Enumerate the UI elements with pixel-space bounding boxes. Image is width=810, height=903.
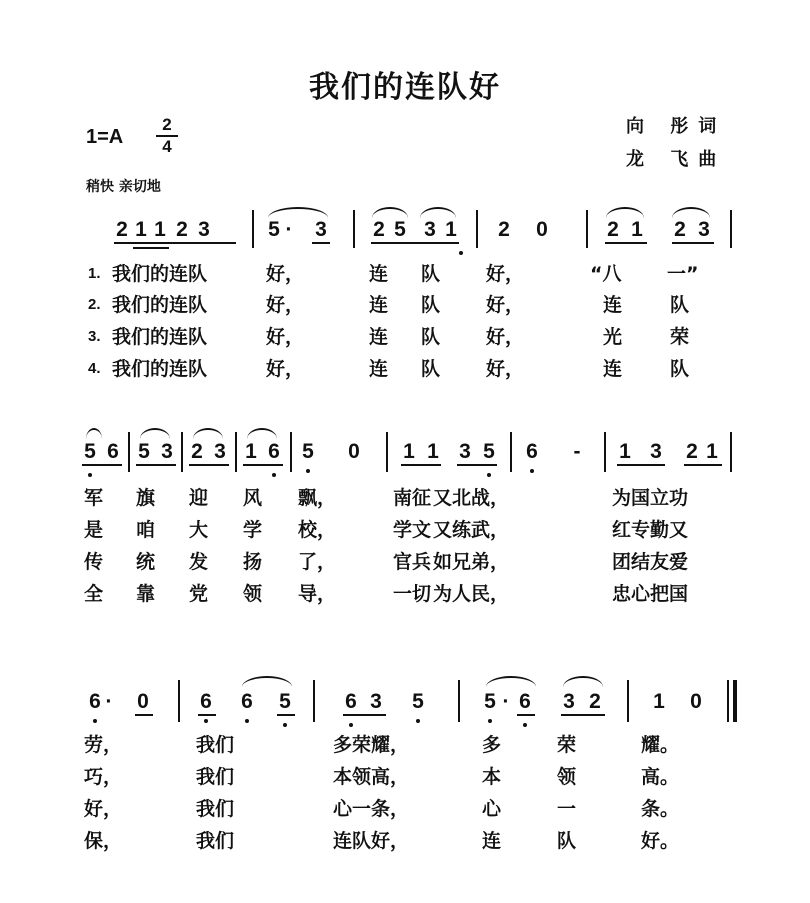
lyric: 连队好，	[333, 830, 410, 852]
lyric: 好，	[486, 326, 525, 348]
augmentation-dot: ·	[105, 690, 113, 713]
barline	[386, 432, 388, 472]
lyric: 南征	[393, 487, 432, 509]
note: 3	[315, 218, 327, 241]
lyric: 保，	[84, 830, 123, 852]
lyric: 队	[421, 326, 441, 348]
barline	[128, 432, 130, 472]
lyric: 连	[369, 263, 389, 285]
lyric: 心	[482, 798, 502, 820]
slur	[563, 676, 603, 687]
barline	[604, 432, 606, 472]
lyric: 扬	[243, 551, 263, 573]
lyric: 好，	[266, 294, 305, 316]
lyric: 一”	[667, 263, 699, 285]
lyric: 队	[421, 263, 441, 285]
note: 5	[302, 440, 314, 463]
time-sig-top: 2	[162, 115, 172, 134]
lyric: 队	[421, 358, 441, 380]
rest: 0	[137, 690, 149, 713]
lyric: 迎	[189, 487, 209, 509]
note: 5	[279, 690, 291, 713]
slur	[606, 207, 644, 218]
note: 5	[484, 690, 496, 713]
beam	[561, 714, 605, 716]
barline	[730, 432, 732, 472]
note: 1	[427, 440, 439, 463]
barline	[178, 680, 180, 722]
beam	[312, 242, 330, 244]
slur	[486, 676, 536, 687]
lyric: 连	[482, 830, 502, 852]
lyric: 本	[482, 766, 502, 788]
note: 3	[459, 440, 471, 463]
lyric: 队	[670, 294, 690, 316]
note: 5	[84, 440, 96, 463]
lyric: 条。	[641, 798, 680, 820]
note: 6	[519, 690, 531, 713]
beam	[672, 242, 714, 244]
lyric: 好，	[266, 358, 305, 380]
lyric: 旗	[136, 487, 156, 509]
augmentation-dot: ·	[285, 218, 293, 241]
low-octave-dot	[459, 251, 463, 255]
note: 6	[107, 440, 119, 463]
note: 1	[706, 440, 718, 463]
lyric: 好，	[266, 263, 305, 285]
note: 1	[403, 440, 415, 463]
low-octave-dot	[88, 473, 92, 477]
lyric: 队	[421, 294, 441, 316]
lyric: 巧，	[84, 766, 123, 788]
note: 6	[345, 690, 357, 713]
note: 5	[394, 218, 406, 241]
low-octave-dot	[204, 719, 208, 723]
lyric: 校，	[298, 519, 337, 541]
note: 6	[526, 440, 538, 463]
note: 2	[589, 690, 601, 713]
augmentation-dot: ·	[502, 690, 510, 713]
note: 1	[245, 440, 257, 463]
note: 2	[116, 218, 128, 241]
beam	[243, 464, 283, 466]
time-sig-bottom: 4	[162, 137, 172, 156]
low-octave-dot	[306, 469, 310, 473]
lyric: 统	[136, 551, 156, 573]
note: 2	[373, 218, 385, 241]
note: 3	[370, 690, 382, 713]
tempo-marking: 稍快 亲切地	[86, 179, 161, 195]
lyric: 我们的连队	[112, 326, 208, 348]
lyric: 咱	[136, 519, 156, 541]
note: 5	[268, 218, 280, 241]
final-barline	[733, 680, 737, 722]
lyric: 连	[369, 326, 389, 348]
lyric: 学文	[393, 519, 432, 541]
beam	[605, 242, 647, 244]
lyric: 好，	[84, 798, 123, 820]
lyric: 心一条，	[333, 798, 410, 820]
barline	[510, 432, 512, 472]
lyric: 耀。	[641, 734, 680, 756]
low-octave-dot	[523, 723, 527, 727]
slur	[193, 428, 223, 439]
note: 3	[214, 440, 226, 463]
lyric: 又北战，	[433, 487, 510, 509]
verse-number: 4.	[88, 360, 101, 377]
beam	[189, 464, 229, 466]
verse-number: 3.	[88, 328, 101, 345]
extension-dash: -	[573, 440, 581, 463]
note: 3	[650, 440, 662, 463]
low-octave-dot	[283, 723, 287, 727]
lyric: 忠心把国	[612, 583, 689, 605]
lyric: 我们的连队	[112, 358, 208, 380]
lyric: 大	[189, 519, 209, 541]
lyric: 连	[603, 294, 623, 316]
rest: 0	[348, 440, 360, 463]
lyric: 好，	[486, 263, 525, 285]
note: 1	[631, 218, 643, 241]
beam	[401, 464, 441, 466]
lyric: “八	[590, 263, 622, 285]
lyric: 发	[189, 551, 209, 573]
beam	[371, 242, 459, 244]
note: 3	[698, 218, 710, 241]
slur	[672, 207, 710, 218]
rest: 0	[536, 218, 548, 241]
song-title: 我们的连队好	[309, 70, 501, 105]
low-octave-dot	[416, 719, 420, 723]
lyric: 高。	[641, 766, 680, 788]
lyric: 了，	[298, 551, 337, 573]
barline	[235, 432, 237, 472]
lyric: 为国立功	[612, 487, 689, 509]
beam	[617, 464, 665, 466]
lyric: 好，	[486, 358, 525, 380]
lyric: 劳，	[84, 734, 123, 756]
lyric: 是	[84, 519, 104, 541]
verse-number: 1.	[88, 265, 101, 282]
time-signature	[156, 116, 178, 156]
key-signature: 1=A	[86, 126, 124, 148]
beam	[198, 714, 216, 716]
beam	[684, 464, 722, 466]
barline	[730, 210, 732, 248]
lyric: 我们	[196, 830, 235, 852]
barline	[290, 432, 292, 472]
note: 3	[424, 218, 436, 241]
barline	[627, 680, 629, 722]
slur	[86, 428, 102, 439]
barline	[586, 210, 588, 248]
lyric: 我们	[196, 734, 235, 756]
lyric: 好，	[266, 326, 305, 348]
lyric: 军	[84, 487, 104, 509]
verse-number: 2.	[88, 296, 101, 313]
beam	[114, 242, 236, 244]
low-octave-dot	[349, 723, 353, 727]
beam	[133, 247, 169, 249]
beam	[82, 464, 122, 466]
lyricist-credit: 向 彤词	[626, 116, 727, 137]
note: 2	[176, 218, 188, 241]
barline	[727, 680, 729, 722]
lyric: 全	[84, 583, 104, 605]
slur	[268, 207, 328, 218]
lyric: 团结友爱	[612, 551, 689, 573]
lyric: 连	[603, 358, 623, 380]
note: 6	[200, 690, 212, 713]
beam	[517, 714, 535, 716]
barline	[458, 680, 460, 722]
note: 1	[135, 218, 147, 241]
note: 3	[563, 690, 575, 713]
note: 1	[154, 218, 166, 241]
lyric: 我们	[196, 798, 235, 820]
note: 2	[607, 218, 619, 241]
lyric: 飘，	[298, 487, 337, 509]
lyric: 好，	[486, 294, 525, 316]
lyric: 连	[369, 294, 389, 316]
low-octave-dot	[530, 469, 534, 473]
low-octave-dot	[272, 473, 276, 477]
lyric: 多荣耀，	[333, 734, 410, 756]
slur	[140, 428, 170, 439]
lyric: 又练武，	[433, 519, 510, 541]
lyric: 队	[557, 830, 577, 852]
beam	[136, 464, 176, 466]
note: 2	[191, 440, 203, 463]
note: 2	[498, 218, 510, 241]
lyric: 传	[84, 551, 104, 573]
lyric: 一切	[393, 583, 432, 605]
low-octave-dot	[488, 719, 492, 723]
lyric: 光	[603, 326, 623, 348]
lyric: 红专勤又	[612, 519, 689, 541]
low-octave-dot	[93, 719, 97, 723]
lyric: 导，	[298, 583, 337, 605]
lyric: 荣	[557, 734, 577, 756]
beam	[457, 464, 497, 466]
lyric: 我们的连队	[112, 294, 208, 316]
lyric: 领	[557, 766, 577, 788]
note: 3	[161, 440, 173, 463]
note: 1	[653, 690, 665, 713]
note: 2	[686, 440, 698, 463]
lyric: 好。	[641, 830, 680, 852]
barline	[252, 210, 254, 248]
lyric: 一	[557, 798, 577, 820]
lyric: 我们的连队	[112, 263, 208, 285]
low-octave-dot	[245, 719, 249, 723]
lyric: 靠	[136, 583, 156, 605]
note: 2	[674, 218, 686, 241]
barline	[181, 432, 183, 472]
lyric: 多	[482, 734, 502, 756]
note: 5	[483, 440, 495, 463]
note: 1	[619, 440, 631, 463]
beam	[343, 714, 386, 716]
beam	[277, 714, 295, 716]
lyric: 队	[670, 358, 690, 380]
lyric: 为人民，	[433, 583, 510, 605]
note: 1	[445, 218, 457, 241]
lyric: 风	[243, 487, 263, 509]
slur	[372, 207, 408, 218]
low-octave-dot	[487, 473, 491, 477]
note: 6	[268, 440, 280, 463]
lyric: 本领高，	[333, 766, 410, 788]
barline	[353, 210, 355, 248]
note: 6	[241, 690, 253, 713]
lyric: 学	[243, 519, 263, 541]
lyric: 官兵	[393, 551, 432, 573]
rest: 0	[690, 690, 702, 713]
lyric: 荣	[670, 326, 690, 348]
composer-credit: 龙 飞曲	[626, 149, 727, 170]
beam	[135, 714, 153, 716]
note: 3	[198, 218, 210, 241]
lyric: 如兄弟，	[433, 551, 510, 573]
barline	[476, 210, 478, 248]
lyric: 我们	[196, 766, 235, 788]
slur	[420, 207, 456, 218]
note: 5	[138, 440, 150, 463]
lyric: 连	[369, 358, 389, 380]
note: 6	[89, 690, 101, 713]
slur	[242, 676, 292, 687]
slur	[247, 428, 277, 439]
lyric: 领	[243, 583, 263, 605]
barline	[313, 680, 315, 722]
lyric: 党	[189, 583, 209, 605]
note: 5	[412, 690, 424, 713]
